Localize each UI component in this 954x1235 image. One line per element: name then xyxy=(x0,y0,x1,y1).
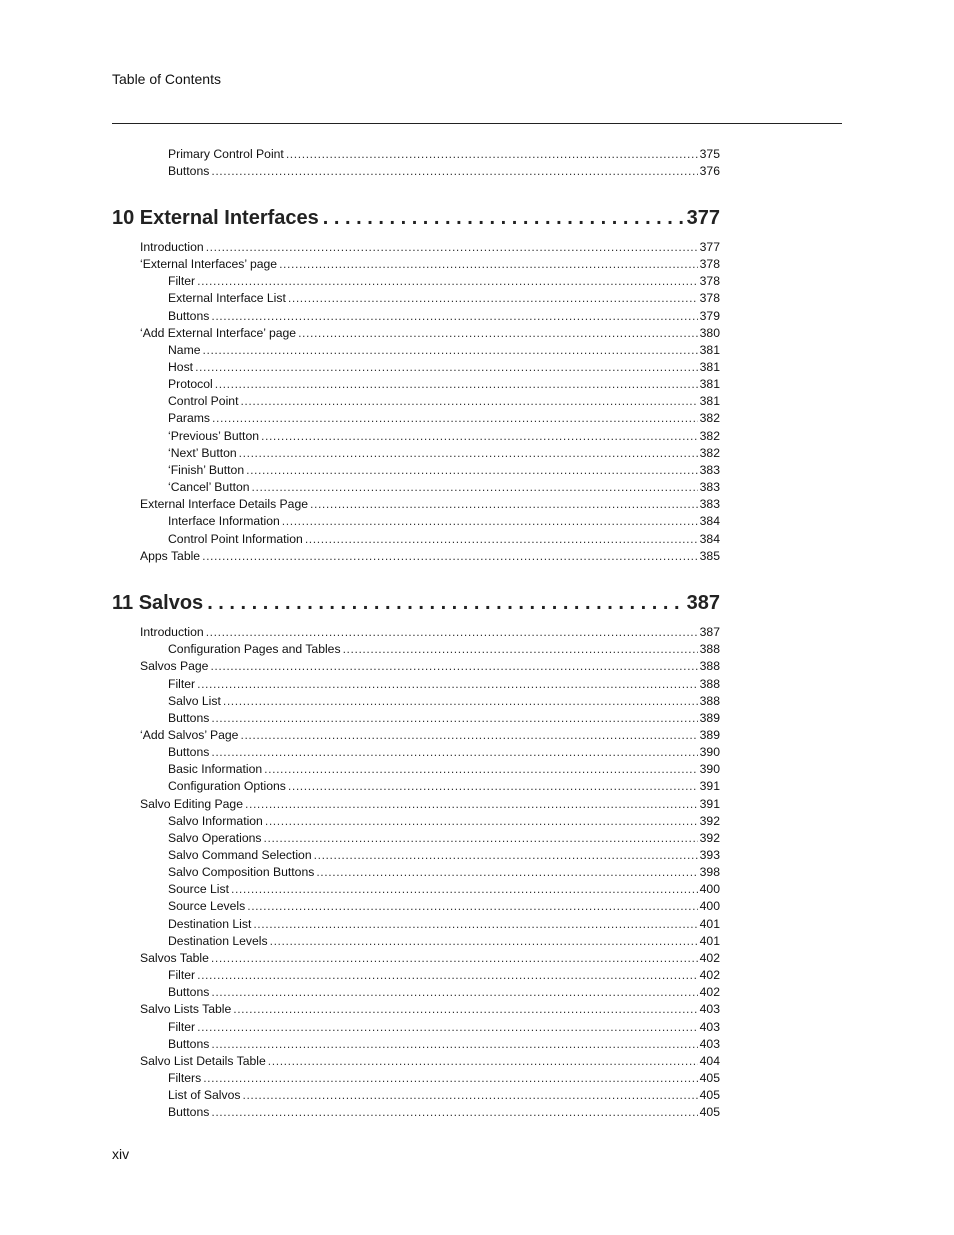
dot-leader xyxy=(211,308,697,324)
toc-entry[interactable] xyxy=(168,898,720,914)
toc-entry-page: 383 xyxy=(699,463,720,477)
toc-entry[interactable] xyxy=(168,967,720,983)
dot-leader xyxy=(202,548,698,564)
toc-entry-page: 403 xyxy=(699,1037,720,1051)
toc-entry-label: List of Salvos xyxy=(168,1088,241,1102)
toc-entry[interactable] xyxy=(168,676,720,692)
toc-entry-label: Salvos Table xyxy=(140,951,209,965)
toc-entry-page: 392 xyxy=(699,831,720,845)
toc-entry[interactable] xyxy=(140,256,720,272)
toc-entry[interactable] xyxy=(140,239,720,255)
toc-entry-label: Buttons xyxy=(168,745,210,759)
toc-entry-page: 381 xyxy=(699,343,720,357)
dot-leader xyxy=(279,256,698,272)
toc-entry-page: 376 xyxy=(699,164,720,178)
toc-entry-page: 391 xyxy=(699,797,720,811)
dot-leader xyxy=(211,984,697,1000)
toc-entry-label: Source List xyxy=(168,882,229,896)
toc-entry[interactable] xyxy=(168,710,720,726)
toc-entry-page: 381 xyxy=(699,360,720,374)
toc-entry[interactable] xyxy=(168,342,720,358)
toc-entry-page: 402 xyxy=(699,985,720,999)
toc-entry-page: 387 xyxy=(699,625,720,639)
toc-entry-page: 382 xyxy=(699,429,720,443)
toc-entry-label: Destination Levels xyxy=(168,934,268,948)
toc-entry[interactable] xyxy=(140,548,720,564)
dot-leader xyxy=(197,1019,698,1035)
toc-entry-page: 378 xyxy=(699,291,720,305)
toc-entry-label: Buttons xyxy=(168,309,210,323)
dot-leader xyxy=(207,592,682,615)
toc-entry-page: 383 xyxy=(699,480,720,494)
toc-entry-page: 388 xyxy=(699,642,720,656)
toc-entry[interactable] xyxy=(168,761,720,777)
toc-entry-label: Salvo Composition Buttons xyxy=(168,865,315,879)
toc-entry-label: Protocol xyxy=(168,377,213,391)
toc-entry[interactable] xyxy=(168,290,720,306)
toc-entry-label: Salvos Page xyxy=(140,659,209,673)
toc-entry-page: 382 xyxy=(699,446,720,460)
dot-leader xyxy=(316,864,697,880)
toc-entry-label: Name xyxy=(168,343,201,357)
toc-entry-page: 405 xyxy=(699,1088,720,1102)
dot-leader xyxy=(323,207,683,230)
toc-entry-label: ‘Next’ Button xyxy=(168,446,237,460)
dot-leader xyxy=(210,658,697,674)
toc-entry-label: External Interface List xyxy=(168,291,286,305)
toc-entry-page: 404 xyxy=(699,1054,720,1068)
dot-leader xyxy=(246,462,698,478)
toc-entry[interactable] xyxy=(168,479,720,495)
toc-entry-label: Salvo Command Selection xyxy=(168,848,312,862)
toc-entry-label: Buttons xyxy=(168,164,210,178)
toc-entry-label: Salvo Lists Table xyxy=(140,1002,232,1016)
toc-entry-label: Salvo Editing Page xyxy=(140,797,243,811)
toc-entry-page: 403 xyxy=(699,1020,720,1034)
toc-entry-label: ‘Add External Interface’ page xyxy=(140,326,297,340)
dot-leader xyxy=(197,967,698,983)
toc-entry-page: 381 xyxy=(699,377,720,391)
toc-entry-label: Destination List xyxy=(168,917,252,931)
dot-leader xyxy=(233,1001,697,1017)
toc-entry-page: 398 xyxy=(699,865,720,879)
toc-entry-label: Configuration Options xyxy=(168,779,286,793)
toc-entry[interactable] xyxy=(140,1053,720,1069)
toc-entry-label: ‘Add Salvos’ Page xyxy=(140,728,239,742)
toc-entry[interactable] xyxy=(140,325,720,341)
dot-leader xyxy=(270,933,698,949)
dot-leader xyxy=(211,1104,697,1120)
toc-entry-page: 378 xyxy=(699,257,720,271)
toc-entry[interactable] xyxy=(168,428,720,444)
toc-entry[interactable] xyxy=(140,658,720,674)
page-number: xiv xyxy=(112,1146,130,1162)
toc-entry[interactable] xyxy=(140,727,720,743)
toc-entry-page: 384 xyxy=(699,532,720,546)
toc-entry[interactable] xyxy=(168,864,720,880)
dot-leader xyxy=(211,744,697,760)
toc-entry[interactable] xyxy=(168,393,720,409)
toc-entry-label: Apps Table xyxy=(140,549,201,563)
chapter-heading-10[interactable] xyxy=(112,207,720,233)
toc-entry-label: Configuration Pages and Tables xyxy=(168,642,341,656)
dot-leader xyxy=(206,624,698,640)
chapter-title: 11 Salvos xyxy=(112,592,204,614)
dot-leader xyxy=(247,898,697,914)
toc-entry-label: ‘Cancel’ Button xyxy=(168,480,250,494)
toc-entry-page: 401 xyxy=(699,934,720,948)
toc-entry-page: 377 xyxy=(699,240,720,254)
toc-entry-label: Buttons xyxy=(168,1105,210,1119)
dot-leader xyxy=(211,950,698,966)
dot-leader xyxy=(211,710,697,726)
chapter-page: 377 xyxy=(686,207,720,229)
toc-entry[interactable] xyxy=(140,496,720,512)
toc-entry-label: Filter xyxy=(168,274,196,288)
dot-leader xyxy=(268,1053,698,1069)
dot-leader xyxy=(215,376,698,392)
dot-leader xyxy=(264,830,698,846)
chapter-title: 10 External Interfaces xyxy=(112,207,319,229)
dot-leader xyxy=(310,496,698,512)
toc-entry[interactable] xyxy=(168,641,720,657)
toc-entry[interactable] xyxy=(168,778,720,794)
toc-entry-page: 392 xyxy=(699,814,720,828)
toc-entry[interactable] xyxy=(168,1070,720,1086)
toc-entry-label: External Interface Details Page xyxy=(140,497,309,511)
toc-entry-label: Basic Information xyxy=(168,762,263,776)
toc-entry[interactable] xyxy=(168,273,720,289)
toc-entry-label: Salvo Operations xyxy=(168,831,262,845)
toc-entry[interactable] xyxy=(168,445,720,461)
toc-entry-label: ‘External Interfaces’ page xyxy=(140,257,278,271)
toc-entry-page: 400 xyxy=(699,882,720,896)
toc-entry[interactable] xyxy=(168,693,720,709)
toc-entry-page: 388 xyxy=(699,677,720,691)
toc-entry[interactable] xyxy=(168,146,720,162)
toc-entry-page: 381 xyxy=(699,394,720,408)
toc-entry-page: 388 xyxy=(699,694,720,708)
toc-entry[interactable] xyxy=(168,933,720,949)
dot-leader xyxy=(314,847,698,863)
dot-leader xyxy=(264,761,698,777)
toc-entry-page: 405 xyxy=(699,1071,720,1085)
toc-entry-label: ‘Previous’ Button xyxy=(168,429,260,443)
toc-entry[interactable] xyxy=(140,796,720,812)
toc-entry[interactable] xyxy=(168,916,720,932)
dot-leader xyxy=(343,641,698,657)
toc-entry-label: Interface Information xyxy=(168,514,280,528)
dot-leader xyxy=(240,393,697,409)
toc-entry[interactable] xyxy=(140,1001,720,1017)
toc-entry[interactable] xyxy=(168,744,720,760)
dot-leader xyxy=(245,796,698,812)
toc-entry-label: Salvo Information xyxy=(168,814,263,828)
toc-entry-page: 380 xyxy=(699,326,720,340)
dot-leader xyxy=(211,1036,697,1052)
toc-entry[interactable] xyxy=(168,308,720,324)
toc-entry-label: Filters xyxy=(168,1071,202,1085)
dot-leader xyxy=(305,531,698,547)
toc-entry-label: Buttons xyxy=(168,711,210,725)
toc-entry-label: Host xyxy=(168,360,194,374)
toc-entry-page: 375 xyxy=(699,147,720,161)
dot-leader xyxy=(223,693,698,709)
toc-entry[interactable] xyxy=(140,950,720,966)
toc-entry-label: Control Point Information xyxy=(168,532,303,546)
toc-entry-label: Buttons xyxy=(168,985,210,999)
chapter-page: 387 xyxy=(686,592,720,614)
dot-leader xyxy=(298,325,698,341)
toc-entry-page: 400 xyxy=(699,899,720,913)
toc-entry-page: 385 xyxy=(699,549,720,563)
toc-entry-page: 390 xyxy=(699,762,720,776)
dot-leader xyxy=(197,676,698,692)
toc-entry-page: 402 xyxy=(699,951,720,965)
toc-entry[interactable] xyxy=(168,359,720,375)
dot-leader xyxy=(282,513,698,529)
toc-entry-label: ‘Finish’ Button xyxy=(168,463,245,477)
toc-entry-label: Filter xyxy=(168,677,196,691)
dot-leader xyxy=(206,239,698,255)
dot-leader xyxy=(231,881,698,897)
toc-entry[interactable] xyxy=(168,531,720,547)
toc-entry-label: Filter xyxy=(168,1020,196,1034)
toc-entry-page: 390 xyxy=(699,745,720,759)
dot-leader xyxy=(242,1087,697,1103)
dot-leader xyxy=(288,290,698,306)
dot-leader xyxy=(265,813,698,829)
toc-entry-label: Introduction xyxy=(140,625,204,639)
toc-entry[interactable] xyxy=(168,1036,720,1052)
toc-entry[interactable] xyxy=(168,376,720,392)
toc-entry-label: Salvo List xyxy=(168,694,221,708)
toc-entry[interactable] xyxy=(168,1087,720,1103)
toc-entry-page: 378 xyxy=(699,274,720,288)
toc-entry-label: Control Point xyxy=(168,394,239,408)
toc-entry[interactable] xyxy=(168,462,720,478)
dot-leader xyxy=(203,342,698,358)
toc-entry[interactable] xyxy=(168,410,720,426)
toc-entry-page: 391 xyxy=(699,779,720,793)
toc-entry[interactable] xyxy=(168,830,720,846)
toc-entry[interactable] xyxy=(168,813,720,829)
toc-entry[interactable] xyxy=(168,513,720,529)
toc-entry-label: Salvo List Details Table xyxy=(140,1054,266,1068)
dot-leader xyxy=(211,163,697,179)
dot-leader xyxy=(240,727,697,743)
toc-entry-label: Filter xyxy=(168,968,196,982)
toc-entry-page: 382 xyxy=(699,411,720,425)
chapter-heading-11[interactable] xyxy=(112,592,720,618)
dot-leader xyxy=(197,273,698,289)
toc-entry[interactable] xyxy=(168,847,720,863)
toc-entry[interactable] xyxy=(168,1104,720,1120)
dot-leader xyxy=(288,778,698,794)
toc-entry[interactable] xyxy=(168,881,720,897)
toc-entry-page: 383 xyxy=(699,497,720,511)
running-header: Table of Contents xyxy=(112,71,221,87)
dot-leader xyxy=(286,146,698,162)
toc-entry[interactable] xyxy=(140,624,720,640)
toc-entry-label: Primary Control Point xyxy=(168,147,284,161)
toc-entry-page: 389 xyxy=(699,728,720,742)
toc-entry-page: 393 xyxy=(699,848,720,862)
toc-entry-page: 402 xyxy=(699,968,720,982)
toc-entry-label: Source Levels xyxy=(168,899,246,913)
toc-entry-page: 389 xyxy=(699,711,720,725)
toc-entry-page: 403 xyxy=(699,1002,720,1016)
toc-entry[interactable] xyxy=(168,163,720,179)
toc-entry-label: Buttons xyxy=(168,1037,210,1051)
dot-leader xyxy=(261,428,698,444)
toc-entry-page: 405 xyxy=(699,1105,720,1119)
header-rule xyxy=(112,123,842,124)
dot-leader xyxy=(253,916,697,932)
toc-entry-label: Introduction xyxy=(140,240,204,254)
dot-leader xyxy=(212,410,698,426)
dot-leader xyxy=(239,445,698,461)
toc-entry[interactable] xyxy=(168,984,720,1000)
toc-entry-page: 388 xyxy=(699,659,720,673)
dot-leader xyxy=(195,359,698,375)
toc-entry[interactable] xyxy=(168,1019,720,1035)
toc-entry-page: 379 xyxy=(699,309,720,323)
toc-entry-page: 384 xyxy=(699,514,720,528)
toc-entry-page: 401 xyxy=(699,917,720,931)
dot-leader xyxy=(252,479,698,495)
toc-entry-label: Params xyxy=(168,411,210,425)
dot-leader xyxy=(203,1070,697,1086)
